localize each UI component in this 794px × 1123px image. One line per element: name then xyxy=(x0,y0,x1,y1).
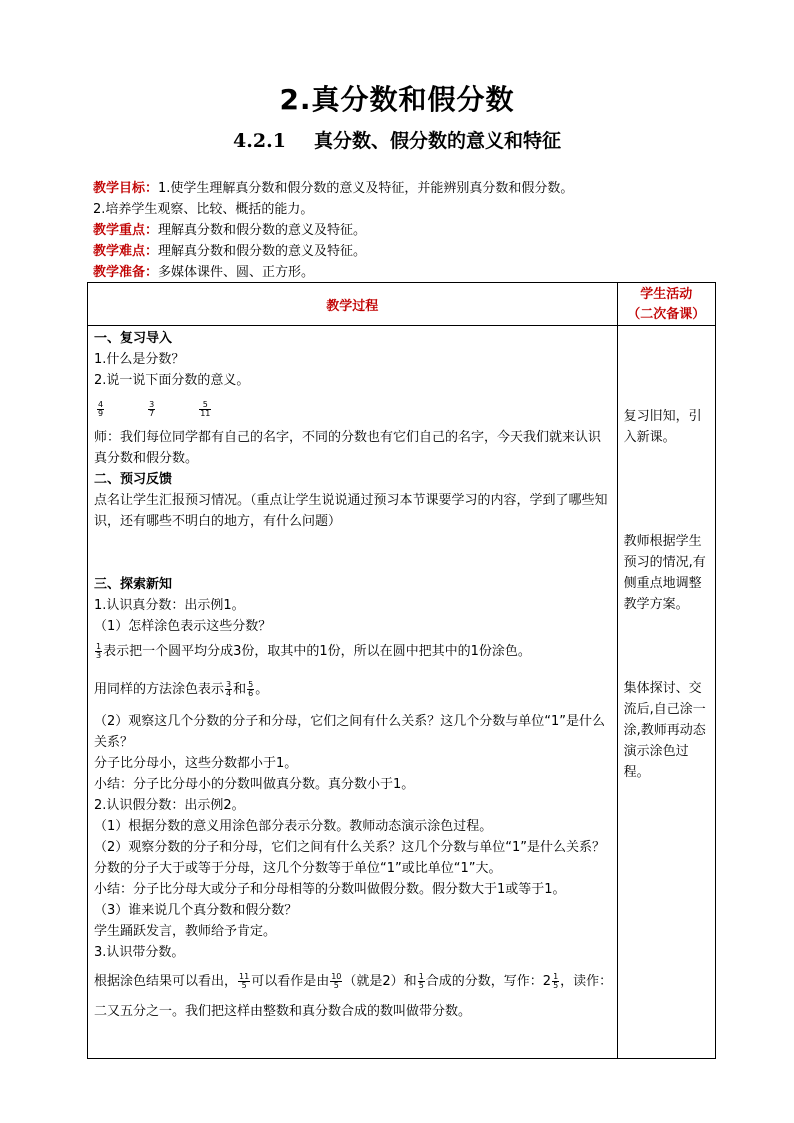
goal-label: 教学目标： xyxy=(93,181,159,196)
s3-p16: 根据涂色结果可以看出， $\frac{11}{5}$ 可以看作是由 $\frac{10}{5}$ （就是2）和 $\frac{1}{5}$ 合成的分数，写作：2 $\frac{1}{5}$ ，读作： xyxy=(94,972,613,990)
section1-title: 一、复习导入 xyxy=(94,331,173,346)
difficulty-line xyxy=(93,241,723,262)
goal-line xyxy=(93,178,723,199)
prep-label: 教学准备： xyxy=(93,265,159,280)
s3-p5: （2）观察这几个分数的分子和分母，它们之间有什么关系？这几个分数与单位“1”是什么关系？ xyxy=(94,714,606,750)
key-label: 教学重点： xyxy=(93,223,159,238)
s3-p1: 1.认识真分数：出示例1。 xyxy=(94,598,245,613)
s1-q2: 2.说一说下面分数的意义。 xyxy=(94,373,250,388)
fraction-10-5: $\frac{10}{5}$ xyxy=(331,972,342,990)
goal-line-2: 2.培养学生观察、比较、概括的能力。 xyxy=(93,202,314,217)
s3-p9: （1）根据分数的意义用涂色部分表示分数。教师动态演示涂色过程。 xyxy=(94,819,493,834)
section2-title: 二、预习反馈 xyxy=(94,472,173,487)
s3-p10: （2）观察分数的分子和分母，它们之间有什么关系？这几个分数与单位“1”是什么关系？ xyxy=(94,840,606,855)
s1-q1: 1.什么是分数？ xyxy=(94,352,185,367)
fraction-1-3: $\frac{1}{3}$ xyxy=(96,642,102,660)
header-activity-line1: 学生活动 xyxy=(640,287,693,302)
s3-p11: 分数的分子大于或等于分母，这几个分数等于单位“1”或比单位“1”大。 xyxy=(94,861,502,876)
fraction-1-5: $\frac{1}{5}$ xyxy=(418,972,424,990)
lesson-table xyxy=(87,282,716,1059)
fraction-row xyxy=(94,391,613,427)
activity-note-3: 集体探讨、交流后,自己涂一涂,教师再动态演示涂色过程。 xyxy=(623,681,706,780)
difficulty-label: 教学难点： xyxy=(93,244,159,259)
spacer xyxy=(94,532,613,574)
fraction-5-11: $\frac{5}{11}$ xyxy=(200,399,211,418)
lesson-meta xyxy=(93,178,723,283)
lesson-subtitle xyxy=(0,126,794,153)
header-activity-line2: （二次备课） xyxy=(627,307,706,322)
lesson-number: 4.2.1 xyxy=(233,130,286,152)
s1-teacher: 师：我们每位同学都有自己的名字，不同的分数也有它们自己的名字，今天我们就来认识真分数和假分数。 xyxy=(94,430,602,466)
s2-text: 点名让学生汇报预习情况。（重点让学生说说通过预习本节课要学习的内容，学到了哪些知识，还有哪些不明白的地方，有什么问题） xyxy=(94,493,608,529)
activity-cell xyxy=(617,326,715,1059)
s3-p17: 二又五分之一。我们把这样由整数和真分数合成的数叫做带分数。 xyxy=(94,1004,472,1019)
page-title: 2.真分数和假分数 xyxy=(279,83,515,116)
difficulty-text: 理解真分数和假分数的意义及特征。 xyxy=(158,244,367,259)
fraction-3-7: $\frac{3}{7}$ xyxy=(149,399,155,418)
section3-title: 三、探索新知 xyxy=(94,577,173,592)
s3-p6: 分子比分母小，这些分数都小于1。 xyxy=(94,756,298,771)
s3-p8: 2.认识假分数：出示例2。 xyxy=(94,798,245,813)
fraction-1-5-mixed: $\frac{1}{5}$ xyxy=(553,972,559,990)
lesson-title: 真分数、假分数的意义和特征 xyxy=(313,130,561,152)
header-activity xyxy=(617,283,715,326)
s3-p14: 学生踊跃发言，教师给予肯定。 xyxy=(94,924,277,939)
activity-note-2: 教师根据学生预习的情况,有侧重点地调整教学方案。 xyxy=(623,534,706,612)
prep-text: 多媒体课件、圆、正方形。 xyxy=(158,265,315,280)
key-line xyxy=(93,220,723,241)
s3-p2: （1）怎样涂色表示这些分数？ xyxy=(94,619,272,634)
s3-p7: 小结：分子比分母小的分数叫做真分数。真分数小于1。 xyxy=(94,777,415,792)
fraction-11-5: $\frac{11}{5}$ xyxy=(239,972,250,990)
s3-p12: 小结：分子比分母大或分子和分母相等的分数叫做假分数。假分数大于1或等于1。 xyxy=(94,882,566,897)
fraction-3-4: $\frac{3}{4}$ xyxy=(226,680,232,698)
activity-note-1: 复习旧知，引入新课。 xyxy=(623,409,702,445)
fraction-5-6: $\frac{5}{6}$ xyxy=(248,680,254,698)
process-cell xyxy=(88,326,618,1059)
fraction-4-9: $\frac{4}{9}$ xyxy=(98,399,104,418)
s3-p13: （3）谁来说几个真分数和假分数？ xyxy=(94,903,298,918)
s3-p3: $\frac{1}{3}$ 表示把一个圆平均分成3份，取其中的1份，所以在圆中把其中的1份涂色。 xyxy=(96,642,531,660)
prep-line xyxy=(93,262,723,283)
key-text: 理解真分数和假分数的意义及特征。 xyxy=(158,223,367,238)
s3-p15: 3.认识带分数。 xyxy=(94,945,185,960)
s3-p4: 用同样的方法涂色表示 $\frac{3}{4}$ 和 $\frac{5}{6}$ 。 xyxy=(94,680,269,698)
header-process: 教学过程 xyxy=(88,283,618,326)
goal-text: 1.使学生理解真分数和假分数的意义及特征，并能辨别真分数和假分数。 xyxy=(158,181,574,196)
